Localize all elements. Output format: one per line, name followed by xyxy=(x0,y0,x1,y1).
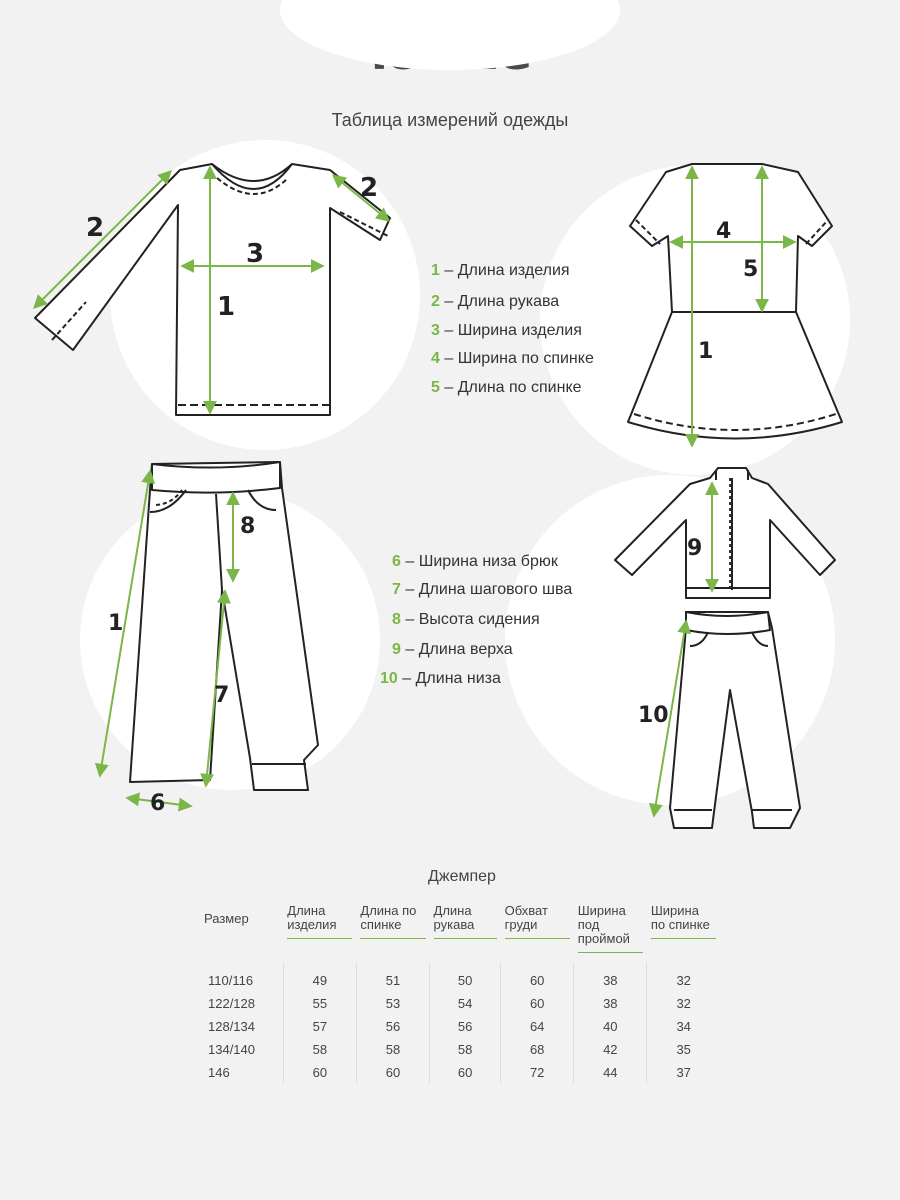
legend-item: 4 – Ширина по спинке xyxy=(431,350,594,367)
tshirt-label-width: 3 xyxy=(246,239,265,269)
legend-item: 7 – Длина шагового шва xyxy=(392,581,573,598)
legend-item: 9 – Длина верха xyxy=(392,641,513,658)
column-header: Ширина под проймой xyxy=(574,898,647,963)
legend-item: 3 – Ширина изделия xyxy=(431,322,582,339)
pants-label-inseam: 7 xyxy=(214,683,230,708)
legend-item: 5 – Длина по спинке xyxy=(431,379,582,396)
column-header: Длина рукава xyxy=(430,898,501,963)
pants-label-hem-width: 6 xyxy=(150,791,166,816)
table-row: 128/134 57 56 56 64 40 34 xyxy=(200,1015,720,1038)
table-header-row xyxy=(200,898,720,963)
table-row: 110/116 49 51 50 60 38 32 xyxy=(200,963,720,992)
set-label-top-length: 9 xyxy=(687,536,703,561)
column-header: Длина изделия xyxy=(283,898,356,963)
tshirt-label-length: 1 xyxy=(217,292,236,322)
set-label-bottom-length: 10 xyxy=(638,703,669,728)
dress-label-length: 1 xyxy=(698,339,714,364)
legend-item: 2 – Длина рукава xyxy=(431,293,560,310)
dress-label-back-width: 4 xyxy=(716,219,732,244)
legend-item: 8 – Высота сидения xyxy=(392,611,540,628)
pants-label-seat-height: 8 xyxy=(240,514,256,539)
table-row: 146 60 60 60 72 44 37 xyxy=(200,1061,720,1084)
tshirt-label-sleeve-right: 2 xyxy=(360,173,379,203)
table-title: Джемпер xyxy=(428,868,496,885)
column-header: Обхват груди xyxy=(501,898,574,963)
legend-item: 6 – Ширина низа брюк xyxy=(392,553,558,570)
column-header: Длина по спинке xyxy=(356,898,429,963)
column-header: Ширина по спинке xyxy=(647,898,720,963)
table-row: 122/128 55 53 54 60 38 32 xyxy=(200,992,720,1015)
page-subtitle: Таблица измерений одежды xyxy=(331,110,569,130)
legend-item: 1 – Длина изделия xyxy=(431,262,570,279)
size-table xyxy=(200,898,720,1084)
column-header: Размер xyxy=(204,911,249,926)
dress-label-back-length: 5 xyxy=(743,257,759,282)
pants-label-length: 1 xyxy=(108,611,124,636)
legend-item: 10 – Длина низа xyxy=(380,670,501,687)
tshirt-label-sleeve-left: 2 xyxy=(86,213,105,243)
table-row: 134/140 58 58 58 68 42 35 xyxy=(200,1038,720,1061)
